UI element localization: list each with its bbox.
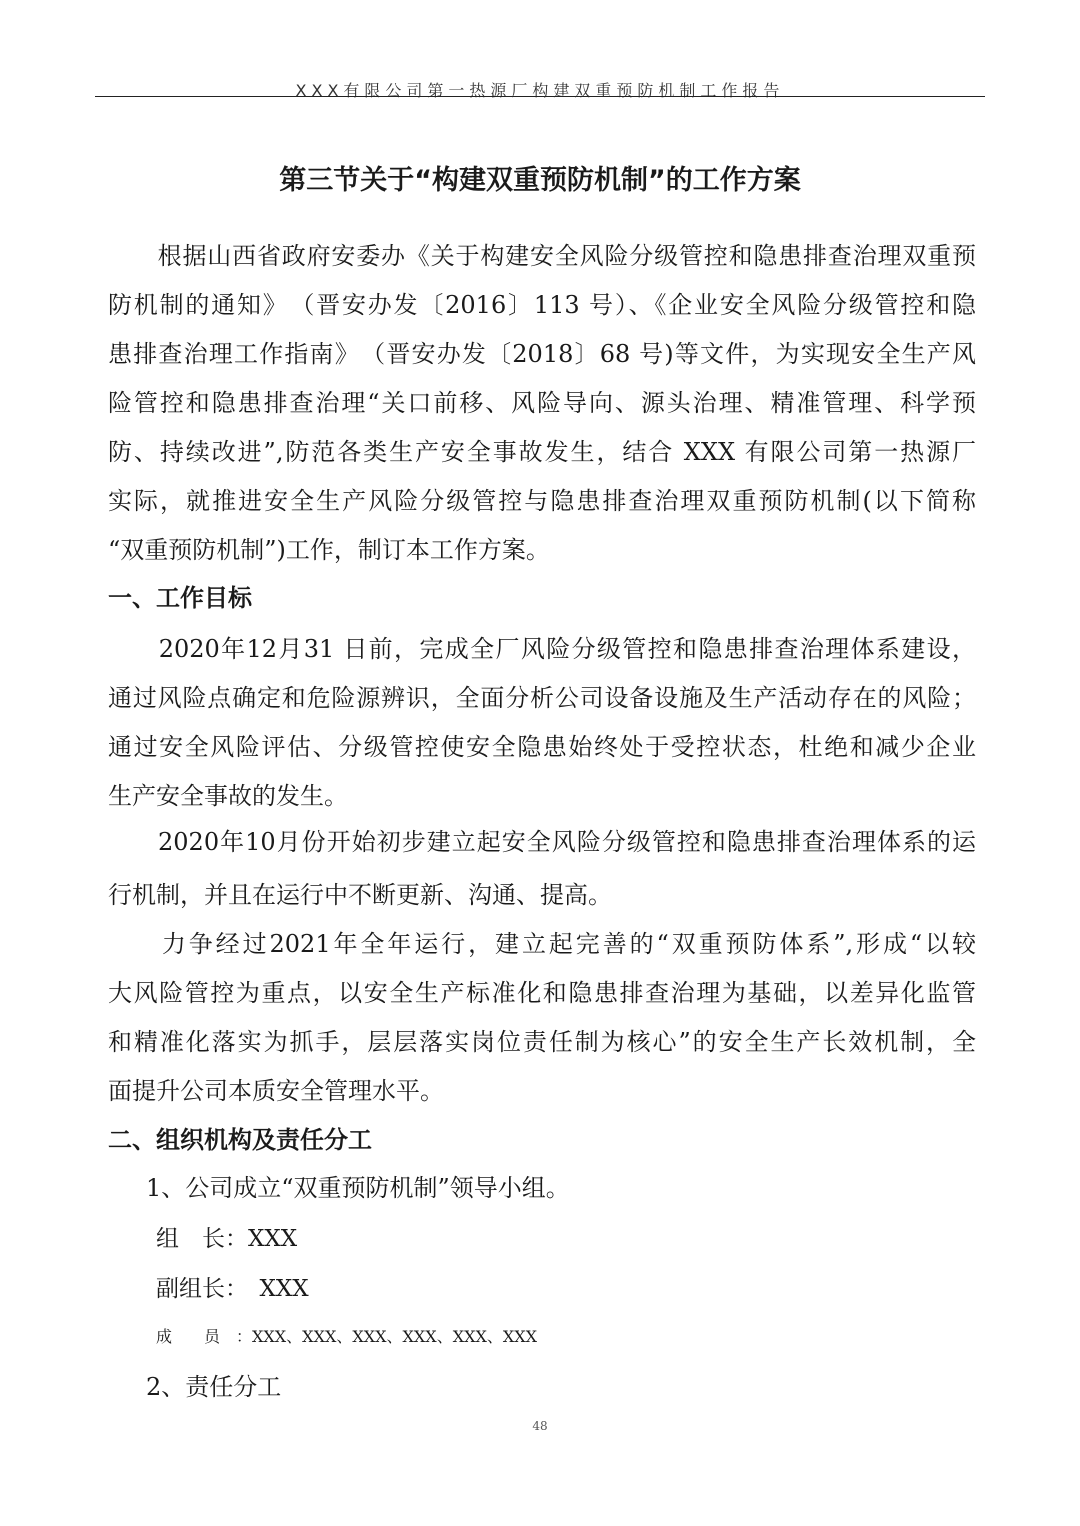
paragraph-line: “双重预防机制”)工作，制订本工作方案。: [108, 536, 550, 564]
paragraph-line: 防、持续改进”,防范各类生产安全事故发生，结合 XXX 有限公司第一热源厂: [108, 438, 976, 466]
paragraph-line: 2020年10月份开始初步建立起安全风险分级管控和隐患排查治理体系的运: [108, 828, 976, 856]
paragraph-line: 通过风险点确定和危险源辨识，全面分析公司设备设施及生产活动存在的风险；: [108, 684, 976, 712]
deputy-leader: 副组长： XXX: [156, 1276, 309, 1302]
paragraph-line: 患排查治理工作指南》 （晋安办发〔2018〕68 号)等文件，为实现安全生产风: [108, 340, 976, 368]
paragraph-line: 险管控和隐患排查治理“关口前移、风险导向、源头治理、精准管理、科学预: [108, 389, 976, 417]
heading-organization: 二、组织机构及责任分工: [108, 1126, 372, 1154]
section-title: 第三节关于“构建双重预防机制”的工作方案: [279, 165, 801, 196]
paragraph-line: 2020年12月31 日前，完成全厂风险分级管控和隐患排查治理体系建设，: [108, 635, 976, 663]
group-leader: 组 长：XXX: [156, 1226, 298, 1252]
paragraph-line: 通过安全风险评估、分级管控使安全隐患始终处于受控状态，杜绝和减少企业: [108, 733, 976, 761]
running-header: XXX有限公司第一热源厂构建双重预防机制工作报告: [295, 81, 785, 100]
list-item-leading-group: 1、公司成立“双重预防机制”领导小组。: [146, 1174, 570, 1202]
paragraph-line: 和精准化落实为抓手，层层落实岗位责任制为核心”的安全生产长效机制，全: [108, 1028, 976, 1056]
goals-paragraph-2: [108, 816, 976, 922]
paragraph-line: 防机制的通知》 （晋安办发〔2016〕113 号）、《企业安全风险分级管控和隐: [108, 291, 976, 319]
paragraph-line: 力争经过2021年全年运行，建立起完善的“双重预防体系”,形成“以较: [108, 930, 976, 958]
paragraph-line: 面提升公司本质安全管理水平。: [108, 1077, 444, 1105]
goals-paragraph-3: [108, 920, 976, 1116]
paragraph-line: 根据山西省政府安委办《关于构建安全风险分级管控和隐患排查治理双重预: [108, 242, 976, 270]
header-rule: [95, 96, 985, 97]
paragraph-line: 生产安全事故的发生。: [108, 782, 348, 810]
paragraph-line: 行机制，并且在运行中不断更新、沟通、提高。: [108, 881, 612, 909]
paragraph-line: 大风险管控为重点，以安全生产标准化和隐患排查治理为基础，以差异化监管: [108, 979, 976, 1007]
intro-paragraph: [108, 232, 976, 575]
page-number: 48: [532, 1419, 548, 1433]
heading-work-goals: 一、工作目标: [108, 584, 252, 612]
group-members: 成 员 ：XXX、XXX、XXX、XXX、XXX、XXX: [156, 1327, 538, 1346]
paragraph-line: 实际，就推进安全生产风险分级管控与隐患排查治理双重预防机制(以下简称: [108, 487, 976, 515]
goals-paragraph-1: [108, 625, 976, 821]
list-item-responsibilities: 2、责任分工: [146, 1373, 282, 1401]
